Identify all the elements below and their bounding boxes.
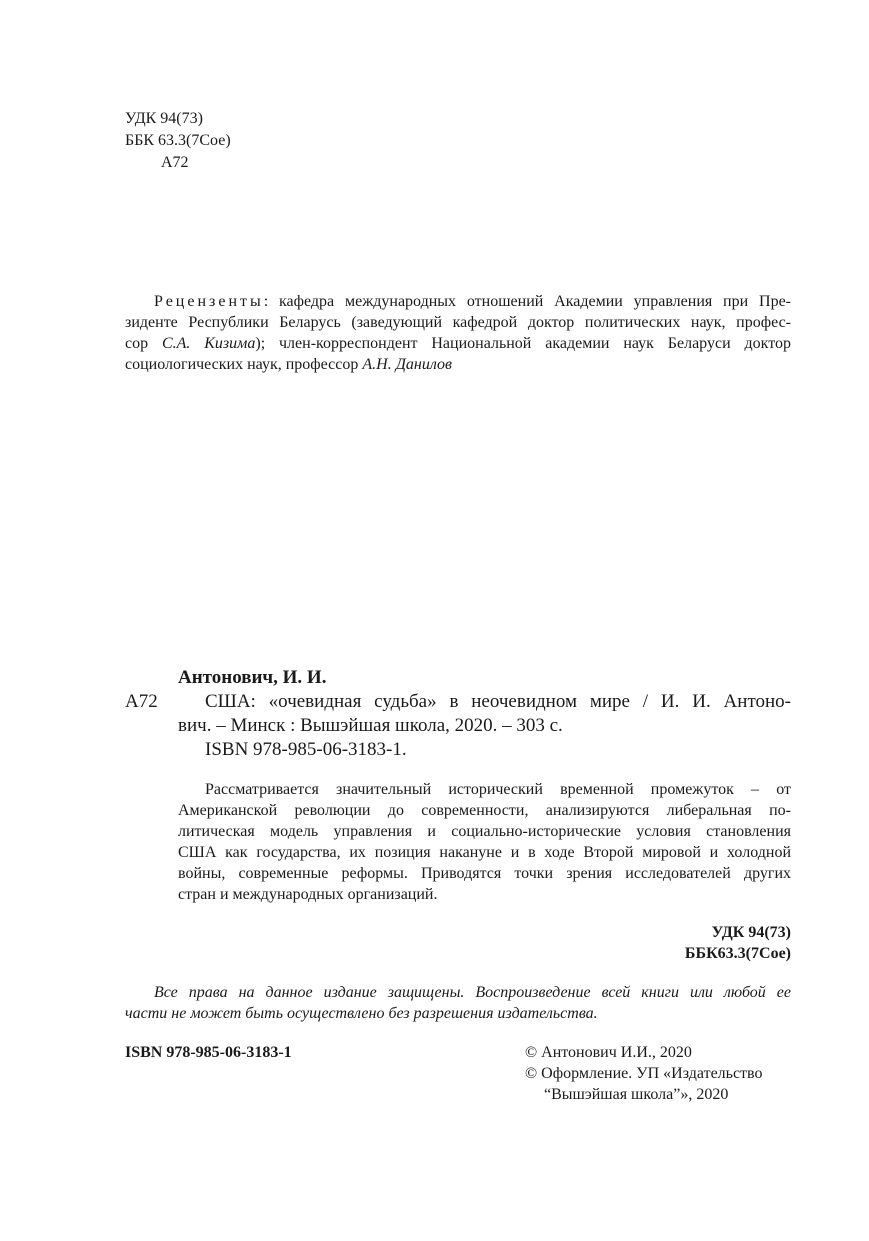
annotation-line-4: США как государства, их позиция накануне и в ходе Второй мировой и холодной	[178, 844, 791, 861]
copyright-author: © Антонович И.И., 2020	[525, 1044, 692, 1061]
author-mark-top: А72	[161, 154, 189, 171]
record-author: Антонович, И. И.	[178, 667, 327, 688]
reviewers-line-3: сор С.А. Кизима); член-корреспондент Национальной академии наук Беларуси доктор	[125, 335, 791, 352]
udk-code-top: УДК 94(73)	[125, 110, 203, 127]
udk-code-bottom: УДК 94(73)	[711, 924, 791, 941]
annotation-line-5: войны, современные реформы. Приводятся точки зрения исследователей других	[178, 865, 791, 882]
reviewers-label: Рецензенты	[154, 293, 264, 310]
record-title-line-1: США: «очевидная судьба» в неочевидном мире / И. И. Антоно-	[205, 691, 791, 712]
annotation-line-6: стран и международных организаций.	[178, 886, 438, 903]
rights-line-2: части не может быть осуществлено без разрешения издательства.	[125, 1005, 598, 1022]
annotation-line-2: Американской революции до современности, анализируются либеральная по-	[178, 802, 791, 819]
bbk-code-bottom: ББК63.3(7Сое)	[684, 945, 791, 962]
annotation-line-1: Рассматривается значительный исторический временной промежуток – от	[205, 781, 791, 798]
annotation-line-3: литическая модель управления и социально-исторические условия становления	[178, 823, 791, 840]
reviewer-name-danilov: А.Н. Данилов	[362, 356, 452, 373]
footer-isbn: ISBN 978-985-06-3183-1	[125, 1044, 292, 1061]
record-title-line-2: вич. – Минск : Вышэйшая школа, 2020. – 303 с.	[178, 715, 563, 736]
rights-line-1: Все права на данное издание защищены. Воспроизведение всей книги или любой ее	[154, 984, 791, 1001]
record-isbn: ISBN 978-985-06-3183-1.	[205, 739, 407, 760]
record-mark: А72	[125, 691, 158, 712]
copyright-design: © Оформление. УП «Издательство	[525, 1065, 763, 1082]
reviewers-line-1: Рецензенты: кафедра международных отношений Академии управления при Пре-	[154, 293, 791, 310]
reviewers-line-4: социологических наук, профессор А.Н. Данилов	[125, 356, 452, 373]
bbk-code-top: ББК 63.3(7Сое)	[125, 132, 231, 149]
reviewers-line-2: зиденте Республики Беларусь (заведующий кафедрой доктор политических наук, профес-	[125, 314, 791, 331]
reviewer-name-kizima: С.А. Кизима	[161, 335, 256, 352]
copyright-publisher: “Вышэйшая школа”», 2020	[544, 1086, 729, 1103]
